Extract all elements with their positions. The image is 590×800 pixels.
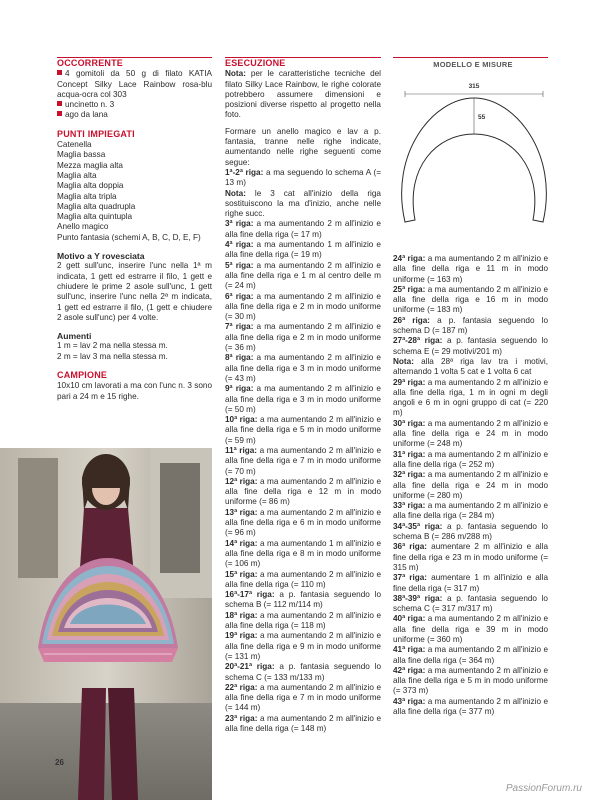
row-text: a ma aumentando 2 m all'inizio e alla fine della riga e 3 m in modo uniforme (= 50 m) <box>225 384 381 414</box>
row-label: 26ª riga: <box>393 315 430 325</box>
row-text: a ma aumentando 2 m all'inizio e alla fine della riga e 24 m in modo uniforme (= 248 m) <box>393 418 548 449</box>
row-text: a ma aumentando 1 m all'inizio e alla fine della riga (= 19 m) <box>225 240 381 260</box>
row-label: 38ª-39ª riga: <box>393 593 443 603</box>
row-label: 33ª riga: <box>393 501 426 511</box>
row-label: Nota: <box>393 356 414 366</box>
bullet-square-icon <box>57 101 62 106</box>
row-label: 4ª riga: <box>225 240 254 250</box>
occorrente-heading: OCCORRENTE <box>57 58 124 68</box>
row-label: 37ª riga: <box>393 573 428 583</box>
bullet-square-icon <box>57 111 62 116</box>
row-text: a ma aumentando 2 m all'inizio e alla fine della riga e 5 m in modo uniforme (= 373 m) <box>393 665 548 696</box>
aumenti-line-2: 2 m = lav 3 ma nella stessa m. <box>57 351 168 361</box>
row-label: 1ª-2ª riga: <box>225 167 264 177</box>
instruction-row <box>393 522 548 543</box>
instruction-row <box>225 446 381 477</box>
row-text: a ma aumentando 2 m all'inizio e alla fine della riga (= 118 m) <box>225 610 381 631</box>
punto-item: Maglia alta quadrupla <box>57 201 136 211</box>
instruction-row <box>393 450 548 471</box>
row-label: 30ª riga: <box>393 418 426 428</box>
instruction-row <box>225 189 381 220</box>
row-text: a p. fantasia seguendo lo schema B (= 112 m/114 m) <box>225 590 381 610</box>
row-label: 41ª riga: <box>393 645 426 655</box>
nota-paragraph <box>225 69 381 120</box>
instruction-row <box>393 666 548 697</box>
row-text: a p. fantasia seguendo lo schema D (= 187 m) <box>393 315 548 336</box>
row-label: 22ª riga: <box>225 682 258 692</box>
instruction-row <box>225 322 381 353</box>
instruction-row <box>393 316 548 337</box>
aumenti-line-1: 1 m = lav 2 ma nella stessa m. <box>57 341 168 351</box>
campione-heading: CAMPIONE <box>57 370 108 381</box>
row-text: a ma aumentando 2 m all'inizio e alla fine della riga (= 148 m) <box>225 713 381 733</box>
row-label: 12ª riga: <box>225 476 258 486</box>
instruction-row <box>225 292 381 323</box>
row-text: a ma aumentando 2 m all'inizio e alla fine della riga e 12 m in modo uniforme (= 86 m) <box>225 476 381 507</box>
motivo-text: 2 gett sull'unc, inserire l'unc nella 1ª m indicata, 1 gett ed estrarre il filo, 1 gett e chiudere le prime 2 asole sull'unc, 1 gett sull'unc, inserire l'unc nella 2ª m indicata, 1 gett ed estrarre il filo, (1 gett e chiudere 2 asole sull'unc) per 4 volte. <box>57 261 212 322</box>
diagram-title: MODELLO E MISURE <box>433 60 513 69</box>
instruction-row <box>225 240 381 261</box>
instruction-row <box>225 611 381 632</box>
row-label: Nota: <box>225 188 246 198</box>
instruction-row <box>393 378 548 419</box>
row-label: 16ª-17ª riga: <box>225 590 275 600</box>
shawl-diagram <box>393 72 555 248</box>
intro-paragraph: Formare un anello magico e lav a p. fantasia, tranne nelle righe indicate, aumentando nelle righe seguenti come segue: <box>225 126 381 167</box>
occorrente-list <box>57 69 212 120</box>
row-text: a ma aumentando 2 m all'inizio e alla fine della riga e 39 m in modo uniforme (= 360 m) <box>393 614 548 644</box>
row-text: a ma aumentando 2 m all'inizio e alla fine della riga e 3 m in modo uniforme (= 43 m) <box>225 353 381 383</box>
width-label: 315 <box>468 83 480 90</box>
punto-item: Mezza maglia alta <box>57 160 123 170</box>
row-text: a ma aumentando 2 m all'inizio e alla fine della riga e 6 m in modo uniforme (= 96 m) <box>225 507 381 538</box>
instruction-row <box>225 539 381 570</box>
row-label: 25ª riga: <box>393 284 426 294</box>
punto-item: Maglia alta tripla <box>57 191 117 201</box>
row-label: 27ª-28ª riga: <box>393 336 443 346</box>
row-text: a ma aumentando 2 m all'inizio e alla fine della riga (= 284 m) <box>393 501 548 521</box>
row-label: 24ª riga: <box>393 254 426 263</box>
punto-item: Maglia alta quintupla <box>57 212 133 222</box>
row-text: a ma aumentando 1 m all'inizio e alla fine della riga e 8 m in modo uniforme (= 106 m) <box>225 538 381 569</box>
esecuzione-heading: ESECUZIONE <box>225 58 286 68</box>
aumenti-heading: Aumenti <box>57 331 92 342</box>
row-text: a ma aumentando 2 m all'inizio e alla fine della riga e 16 m in modo uniforme (= 183 m) <box>393 284 548 315</box>
row-text: alla 28ª riga lav tra i motivi, alternando 1 volta 5 cat e 1 volta 6 cat <box>393 356 548 377</box>
punto-item: Punto fantasia (schemi A, B, C, D, E, F) <box>57 232 201 242</box>
row-label: 29ª riga: <box>393 377 426 387</box>
row-text: a ma aumentando 2 m all'inizio e alla fine della riga, 1 m in ogni m degli angoli e 6 m in ogni gruppo di cat (= 220 m) <box>393 377 548 418</box>
instruction-row <box>225 261 381 292</box>
row-text: a ma aumentando 2 m all'inizio e alla fine della riga e 1 m al centro delle m (= 24 m) <box>225 260 381 291</box>
nota-text: per le caratteristiche tecniche del filato Silky Lace Rainbow, le righe colorate potrebbero assumere dimensioni e posizioni diverse rispetto al progetto nella foto. <box>225 69 381 120</box>
punto-item: Catenella <box>57 140 92 150</box>
row-text: a ma aumentando 2 m all'inizio e alla fine della riga (= 110 m) <box>225 569 381 589</box>
instruction-row <box>393 614 548 645</box>
instruction-row <box>393 542 548 573</box>
instruction-row <box>225 590 381 611</box>
occorrente-item: 4 gomitoli da 50 g di filato KATIA Concept Silky Lace Rainbow rosa-blu acqua-ocra col 303 <box>57 69 212 99</box>
bullet-square-icon <box>57 70 62 75</box>
row-text: a ma aumentando 2 m all'inizio e alla fine della riga e 7 m in modo uniforme (= 70 m) <box>225 445 382 476</box>
instruction-row <box>225 662 381 683</box>
row-list <box>393 254 548 717</box>
row-label: 11ª riga: <box>225 445 258 455</box>
instruction-row <box>393 573 548 594</box>
row-label: 43ª riga: <box>393 696 426 706</box>
row-text: a p. fantasia seguendo lo schema E (= 29 motivi/201 m) <box>393 336 548 356</box>
row-text: a ma aumentando 2 m all'inizio e alla fine della riga e 5 m in modo uniforme (= 59 m) <box>225 415 381 445</box>
row-text: a ma aumentando 2 m all'inizio e alla fine della riga e 9 m in modo uniforme (= 131 m) <box>225 631 381 661</box>
punti-list <box>57 140 212 243</box>
row-text: a ma aumentando 2 m all'inizio e alla fine della riga (= 364 m) <box>393 645 548 665</box>
row-label: 20ª-21ª riga: <box>225 662 275 672</box>
row-text: a ma aumentando 2 m all'inizio e alla fine della riga e 24 m in modo uniforme (= 280 m) <box>393 470 548 500</box>
rule-col3 <box>393 57 548 58</box>
punto-item: Maglia alta <box>57 170 97 180</box>
row-label: 31ª riga: <box>393 449 426 459</box>
instruction-row <box>393 470 548 501</box>
instructions-column-1 <box>225 58 381 734</box>
row-label: 36ª riga: <box>393 542 428 552</box>
instruction-row <box>225 384 381 415</box>
campione-text: 10x10 cm lavorati a ma con l'unc n. 3 sono pari a 24 m e 15 righe. <box>57 381 212 401</box>
row-label: 9ª riga: <box>225 384 254 394</box>
punti-heading: PUNTI IMPIEGATI <box>57 128 135 139</box>
row-label: 14ª riga: <box>225 538 258 548</box>
instruction-row <box>225 415 381 446</box>
height-label: 55 <box>478 114 486 121</box>
instruction-row <box>393 285 548 316</box>
row-label: 18ª riga: <box>225 610 258 620</box>
instruction-row <box>225 477 381 508</box>
instruction-row <box>393 594 548 615</box>
row-list <box>225 168 381 734</box>
row-text: a ma aumentando 2 m all'inizio e alla fine della riga (= 17 m) <box>225 219 381 239</box>
row-text: a ma aumentando 2 m all'inizio e alla fine della riga e 2 m in modo uniforme (= 30 m) <box>225 291 381 322</box>
row-text: a ma seguendo lo schema A (= 13 m) <box>225 167 381 188</box>
instruction-row <box>393 501 548 522</box>
occorrente-item: ago da lana <box>57 110 212 120</box>
instruction-row <box>393 336 548 357</box>
instruction-row <box>225 631 381 662</box>
model-photo <box>0 448 212 800</box>
punto-item: Maglia bassa <box>57 150 106 160</box>
row-text: aumentare 2 m all'inizio e alla fine della riga e 23 m in modo uniforme (= 315 m) <box>393 542 548 572</box>
instruction-row <box>225 168 381 189</box>
row-label: 34ª-35ª riga: <box>393 521 443 531</box>
punto-item: Anello magico <box>57 222 109 232</box>
row-label: 23ª riga: <box>225 713 258 723</box>
row-text: a ma aumentando 2 m all'inizio e alla fine della riga e 2 m in modo uniforme (= 36 m) <box>225 322 381 353</box>
watermark: PassionForum.ru <box>505 783 582 794</box>
instruction-row <box>393 697 548 718</box>
row-text: a ma aumentando 2 m all'inizio e alla fine della riga e 7 m in modo uniforme (= 144 m) <box>225 682 381 713</box>
instruction-row <box>225 570 381 591</box>
row-label: 5ª riga: <box>225 260 254 270</box>
instruction-row <box>225 353 381 384</box>
row-text: aumentare 1 m all'inizio e alla fine della riga (= 317 m) <box>393 573 548 593</box>
row-text: a ma aumentando 2 m all'inizio e alla fine della riga (= 377 m) <box>393 696 548 717</box>
row-text: a p. fantasia seguendo lo schema C (= 133 m/133 m) <box>225 662 381 682</box>
instruction-row <box>393 645 548 666</box>
row-label: 3ª riga: <box>225 219 254 229</box>
row-text: le 3 cat all'inizio della riga sostituiscono la ma d'inizio, anche nelle righe succ. <box>225 188 381 219</box>
instruction-row <box>393 419 548 450</box>
punto-item: Maglia alta doppia <box>57 181 124 191</box>
row-label: 15ª riga: <box>225 569 258 579</box>
row-text: a ma aumentando 2 m all'inizio e alla fine della riga e 11 m in modo uniforme (= 163 m) <box>393 254 548 284</box>
row-label: 19ª riga: <box>225 631 258 641</box>
row-text: a p. fantasia seguendo lo schema C (= 317 m/317 m) <box>393 593 548 614</box>
instruction-row <box>225 683 381 714</box>
instruction-row <box>225 714 381 735</box>
instruction-row <box>225 219 381 240</box>
row-label: 13ª riga: <box>225 507 258 517</box>
instruction-row <box>393 254 548 285</box>
instruction-row <box>225 508 381 539</box>
materials-column <box>57 58 212 402</box>
row-label: 10ª riga: <box>225 415 258 425</box>
row-label: 40ª riga: <box>393 614 426 624</box>
nota-label: Nota: <box>225 69 246 79</box>
row-label: 32ª riga: <box>393 470 426 480</box>
occorrente-item: uncinetto n. 3 <box>57 100 212 110</box>
row-text: a p. fantasia seguendo lo schema B (= 286 m/288 m) <box>393 521 548 542</box>
instruction-row <box>393 357 548 378</box>
motivo-heading: Motivo a Y rovesciata <box>57 251 145 262</box>
row-label: 8ª riga: <box>225 353 254 363</box>
page-number: 26 <box>55 758 64 767</box>
instructions-column-2 <box>393 254 548 717</box>
row-label: 6ª riga: <box>225 291 254 301</box>
row-label: 42ª riga: <box>393 665 426 675</box>
row-text: a ma aumentando 2 m all'inizio e alla fine della riga (= 252 m) <box>393 449 548 469</box>
row-label: 7ª riga: <box>225 322 254 332</box>
